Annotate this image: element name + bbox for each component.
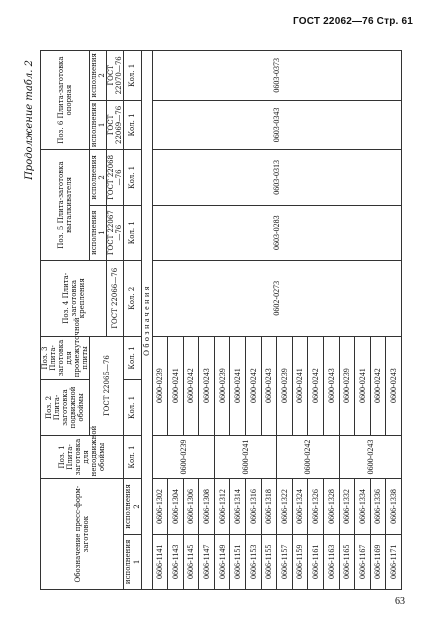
pos5-isp2-value: 0603-0313 — [152, 150, 401, 205]
designation-isp2: 0606-1318 — [261, 479, 277, 534]
pos2-value: 0600-0243 — [386, 336, 402, 435]
header-kol-p6-isp1: Кол. 1 — [124, 100, 141, 150]
header-std-22070: ГОСТ 22070—76 — [107, 51, 124, 101]
header-kol-p5-isp2: Кол. 1 — [124, 150, 141, 205]
header-kol-p5-isp1: Кол. 1 — [124, 205, 141, 260]
pos2-value: 0600-0239 — [214, 336, 230, 435]
page-number: 63 — [395, 596, 405, 607]
pos1-group-value: 0600-0239 — [152, 435, 214, 479]
designation-isp1: 0606-1171 — [386, 534, 402, 589]
table-continued-label: Продолжение табл. 2 — [24, 60, 35, 180]
header-p5-isp1: исполнения 1 — [90, 205, 107, 260]
pos1-group-value: 0600-0242 — [277, 435, 339, 479]
pos1-group-value: 0600-0243 — [339, 435, 402, 479]
designation-isp2: 0606-1322 — [277, 479, 293, 534]
pos2-value: 0600-0243 — [323, 336, 339, 435]
designation-isp2: 0606-1312 — [214, 479, 230, 534]
header-kol-p1: Кол. 1 — [124, 435, 141, 479]
designation-isp2: 0606-1308 — [199, 479, 215, 534]
designation-isp1: 0606-1163 — [323, 534, 339, 589]
pos6-isp1-value: 0603-0343 — [152, 100, 401, 150]
designation-isp1: 0606-1149 — [214, 534, 230, 589]
header-std-22065: ГОСТ 22065—76 — [90, 336, 124, 435]
pos2-value: 0600-0241 — [355, 336, 371, 435]
header-pos4: Поз. 4 Плита-заготовка крепления — [41, 260, 107, 336]
designation-isp2: 0606-1302 — [152, 479, 168, 534]
pos2-value: 0600-0242 — [183, 336, 199, 435]
designation-isp2: 0606-1332 — [339, 479, 355, 534]
designation-isp1: 0606-1145 — [183, 534, 199, 589]
pos1-group-value: 0600-0241 — [214, 435, 276, 479]
header-std-22066: ГОСТ 22066—76 — [107, 260, 124, 336]
header-pos3: Поз. 3 Плита-заготовка для промежуточной плиты — [41, 336, 90, 380]
header-designation: Обозначение пресс-форм-заготовок — [41, 479, 124, 590]
rotated-table-area — [26, 50, 402, 590]
designation-isp2: 0606-1306 — [183, 479, 199, 534]
designation-isp2: 0606-1324 — [292, 479, 308, 534]
designation-isp1: 0606-1165 — [339, 534, 355, 589]
pos2-value: 0600-0243 — [199, 336, 215, 435]
table-body — [141, 51, 401, 590]
designation-isp1: 0606-1147 — [199, 534, 215, 589]
pos2-value: 0600-0242 — [308, 336, 324, 435]
header-kol-p4: Кол. 2 — [124, 260, 141, 336]
designation-isp1: 0606-1153 — [246, 534, 262, 589]
pos2-value: 0600-0239 — [339, 336, 355, 435]
header-isp1: исполнения 1 — [124, 534, 141, 589]
table-row — [152, 51, 168, 590]
designation-isp1: 0606-1169 — [370, 534, 386, 589]
oboznacheniya-row: Обозначения — [141, 51, 152, 590]
designation-isp2: 0606-1314 — [230, 479, 246, 534]
pos2-value: 0600-0242 — [370, 336, 386, 435]
parts-table — [40, 50, 402, 590]
header-pos6: Поз. 6 Плита-заготовка опорная — [41, 51, 90, 150]
designation-isp1: 0606-1155 — [261, 534, 277, 589]
designation-isp2: 0606-1336 — [370, 479, 386, 534]
designation-isp1: 0606-1143 — [168, 534, 184, 589]
designation-isp2: 0606-1334 — [355, 479, 371, 534]
header-p6-isp1: исполнения 1 — [90, 100, 107, 150]
pos2-value: 0600-0241 — [292, 336, 308, 435]
header-kol-p3: Кол. 1 — [124, 336, 141, 380]
designation-isp1: 0606-1159 — [292, 534, 308, 589]
designation-isp1: 0606-1151 — [230, 534, 246, 589]
pos2-value: 0600-0239 — [152, 336, 168, 435]
pos2-value: 0600-0242 — [246, 336, 262, 435]
header-std-22067: ГОСТ 22067—76 — [107, 205, 124, 260]
header-pos2: Поз. 2 Плита-заготовка подвижной обоймы — [41, 380, 90, 435]
designation-isp1: 0606-1161 — [308, 534, 324, 589]
header-std-22068: ГОСТ 22068—76 — [107, 150, 124, 205]
page-header: ГОСТ 22062—76 Стр. 61 — [293, 16, 413, 27]
pos2-value: 0600-0243 — [261, 336, 277, 435]
pos2-value: 0600-0241 — [168, 336, 184, 435]
designation-isp1: 0606-1157 — [277, 534, 293, 589]
designation-isp1: 0606-1167 — [355, 534, 371, 589]
pos2-value: 0600-0239 — [277, 336, 293, 435]
header-p6-isp2: исполнения 2 — [90, 51, 107, 101]
header-kol-p2: Кол. 1 — [124, 380, 141, 435]
header-p5-isp2: исполнения 2 — [90, 150, 107, 205]
designation-isp2: 0606-1328 — [323, 479, 339, 534]
pos2-value: 0600-0241 — [230, 336, 246, 435]
header-std-22069: ГОСТ 22069—76 — [107, 100, 124, 150]
pos6-isp2-value: 0603-0373 — [152, 51, 401, 101]
designation-isp2: 0606-1338 — [386, 479, 402, 534]
header-pos5: Поз. 5 Плита-заготовка выталкивателя — [41, 150, 90, 261]
pos5-isp1-value: 0603-0283 — [152, 205, 401, 260]
designation-isp2: 0606-1316 — [246, 479, 262, 534]
header-isp2: исполнения 2 — [124, 479, 141, 534]
header-pos1: Поз. 1 Плита-заготовка для неподвижной обоймы — [41, 435, 124, 479]
designation-isp2: 0606-1304 — [168, 479, 184, 534]
designation-isp2: 0606-1326 — [308, 479, 324, 534]
pos4-value: 0602-0273 — [152, 260, 401, 336]
designation-isp1: 0606-1141 — [152, 534, 168, 589]
header-kol-p6-isp2: Кол. 1 — [124, 51, 141, 101]
